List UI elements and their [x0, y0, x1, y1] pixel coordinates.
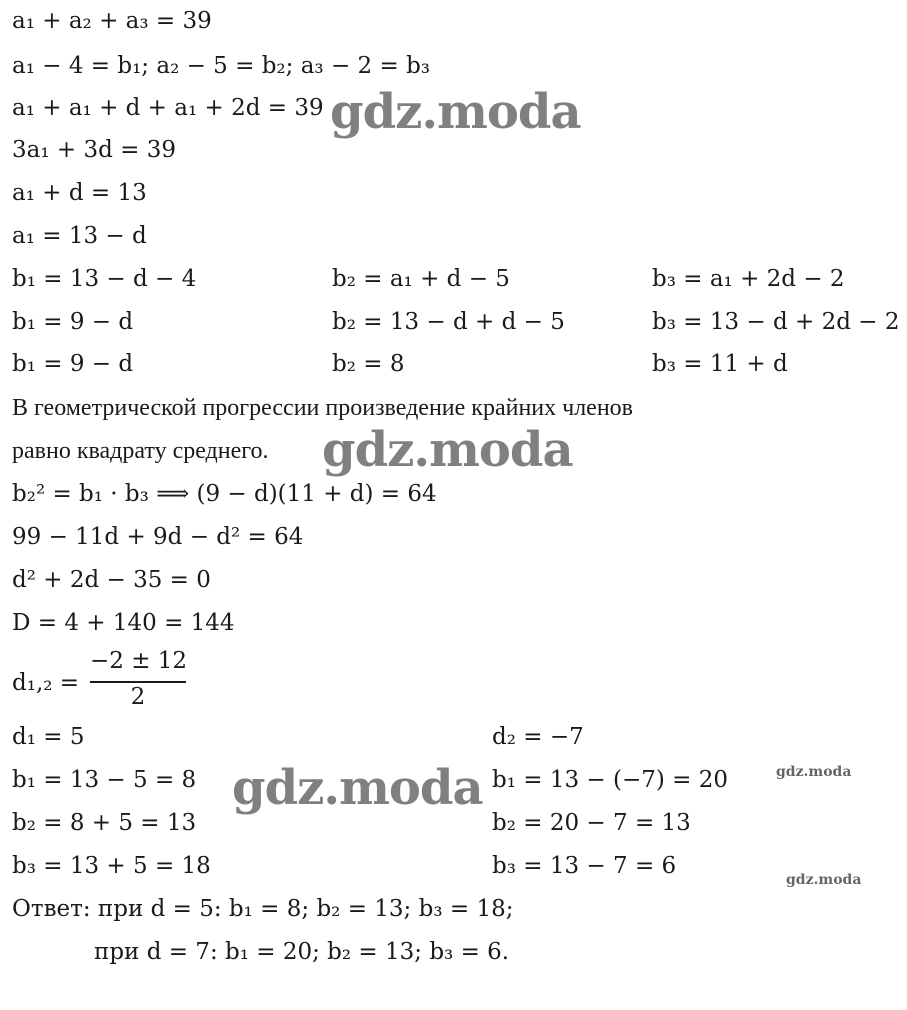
fraction-bar — [90, 681, 186, 683]
equation-discriminant: D = 4 + 140 = 144 — [12, 610, 235, 636]
case1-b1: b₁ = 13 − 5 = 8 — [12, 767, 197, 793]
equation-b2-step2: b₂ = 13 − d + d − 5 — [332, 309, 565, 335]
equation-sum-a: a₁ + a₂ + a₃ = 39 — [12, 8, 212, 34]
case1-b2: b₂ = 8 + 5 = 13 — [12, 810, 197, 836]
fraction-denominator: 2 — [130, 684, 146, 710]
equation-b3-step3: b₃ = 11 + d — [652, 351, 788, 377]
equation-b3-step2: b₃ = 13 − d + 2d − 2 — [652, 309, 900, 335]
roots-lhs: d₁,₂ = — [12, 670, 80, 696]
fraction-numerator: −2 ± 12 — [90, 648, 188, 674]
equation-b1-step2: b₁ = 9 − d — [12, 309, 134, 335]
equation-geometric-property: b₂² = b₁ · b₃ ⟹ (9 − d)(11 + d) = 64 — [12, 481, 437, 507]
answer-line1: Ответ: при d = 5: b₁ = 8; b₂ = 13; b₃ = 18; — [12, 896, 514, 922]
equation-b1-step1: b₁ = 13 − d − 4 — [12, 266, 197, 292]
equation-expansion: 99 − 11d + 9d − d² = 64 — [12, 524, 304, 550]
equation-quadratic: d² + 2d − 35 = 0 — [12, 567, 211, 593]
case2-b3: b₃ = 13 − 7 = 6 — [492, 853, 677, 879]
explanation-text-line2: равно квадрату среднего. — [12, 438, 269, 464]
equation-relations: a₁ − 4 = b₁; a₂ − 5 = b₂; a₃ − 2 = b₃ — [12, 53, 431, 79]
roots-fraction — [90, 648, 186, 712]
watermark-small: gdz.moda — [786, 872, 862, 888]
root-d2: d₂ = −7 — [492, 724, 584, 750]
equation-expanded: a₁ + a₁ + d + a₁ + 2d = 39 — [12, 95, 324, 121]
equation-a1-plus-d: a₁ + d = 13 — [12, 180, 147, 206]
explanation-text-line1: В геометрической прогрессии произведение крайних членов — [12, 395, 633, 421]
watermark-small: gdz.moda — [776, 764, 852, 780]
equation-b1-step3: b₁ = 9 − d — [12, 351, 134, 377]
watermark-logo: gdz.moda — [330, 84, 581, 140]
answer-line2: при d = 7: b₁ = 20; b₂ = 13; b₃ = 6. — [94, 939, 510, 965]
watermark-logo: gdz.moda — [322, 422, 573, 478]
case2-b1: b₁ = 13 − (−7) = 20 — [492, 767, 729, 793]
equation-a1: a₁ = 13 − d — [12, 223, 147, 249]
case2-b2: b₂ = 20 − 7 = 13 — [492, 810, 691, 836]
equation-simplified: 3a₁ + 3d = 39 — [12, 137, 176, 163]
root-d1: d₁ = 5 — [12, 724, 85, 750]
equation-b2-step3: b₂ = 8 — [332, 351, 405, 377]
equation-b3-step1: b₃ = a₁ + 2d − 2 — [652, 266, 845, 292]
equation-b2-step1: b₂ = a₁ + d − 5 — [332, 266, 510, 292]
watermark-logo: gdz.moda — [232, 760, 483, 816]
case1-b3: b₃ = 13 + 5 = 18 — [12, 853, 211, 879]
